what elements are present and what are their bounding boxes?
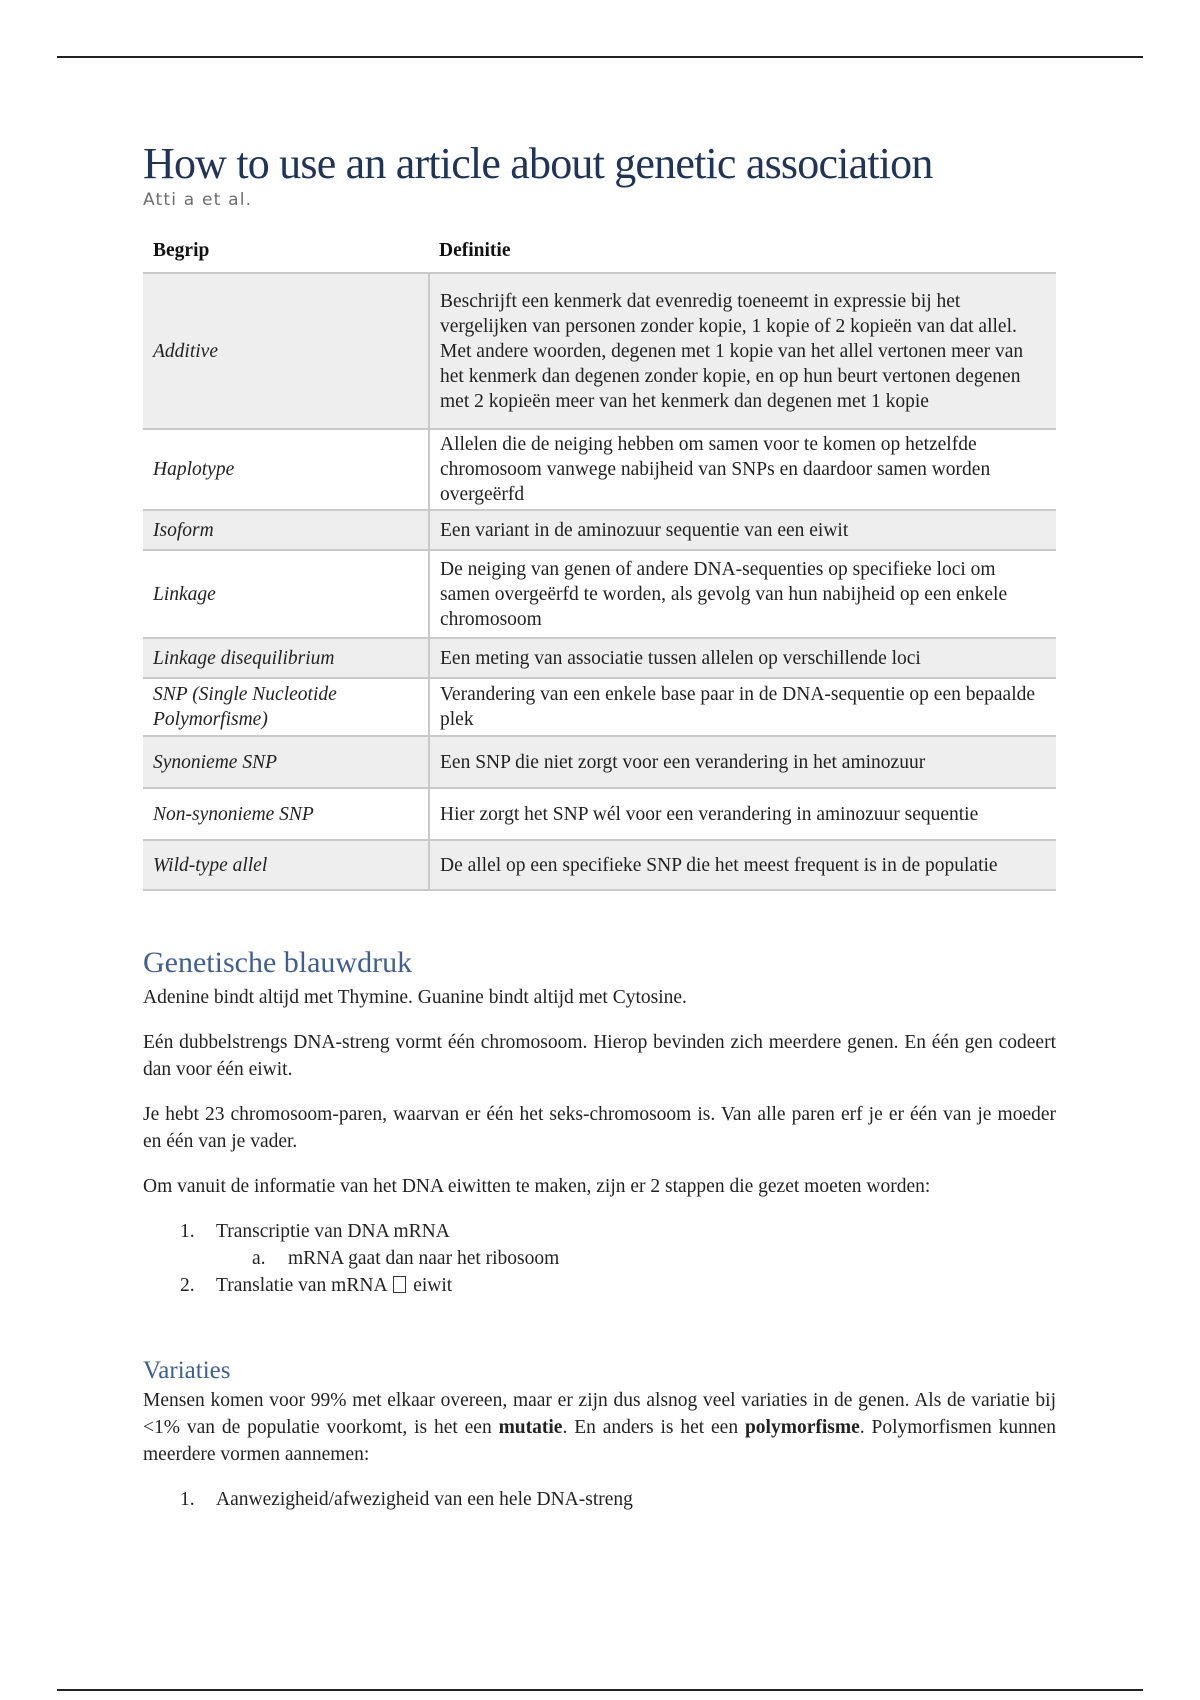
protein-synthesis-steps [143,1218,1056,1299]
list-item [143,1218,1056,1245]
paragraph [143,1387,1056,1468]
list-item-text: Aanwezigheid/afwezigheid van een hele DNA-streng [216,1489,633,1511]
document-authors: Atti a et al. [143,190,253,211]
table-row [143,678,1056,736]
term-cell: Additive [143,273,429,429]
table-row [143,429,1056,510]
document-title: How to use an article about genetic association [143,139,933,188]
page-bottom-rule [57,1689,1143,1691]
paragraph: Om vanuit de informatie van het DNA eiwitten te maken, zijn er 2 stappen die gezet moeten worden: [143,1176,931,1198]
term-cell: Non-synonieme SNP [143,788,429,840]
definition-cell: Allelen die de neiging hebben om samen voor te komen op hetzelfde chromosoom vanwege nabijheid van SNPs en daardoor samen worden overgeërfd [429,429,1056,510]
column-header-definition: Definitie [429,229,1056,273]
definition-cell: Hier zorgt het SNP wél voor een verandering in aminozuur sequentie [429,788,1056,840]
term-polymorphism: polymorfisme [744,1417,860,1439]
term-cell: Linkage [143,550,429,638]
polymorphism-forms-list [143,1486,1056,1513]
section-heading-variations: Variaties [143,1357,231,1385]
list-number: 1. [180,1489,195,1511]
section-heading-blueprint: Genetische blauwdruk [143,946,413,980]
paragraph: Je hebt 23 chromosoom-paren, waarvan er één het seks-chromosoom is. Van alle paren erf je er één van je moeder en één van je vader. [143,1104,1056,1153]
list-item-text-before: Translatie van mRNA [216,1275,387,1297]
list-item [143,1245,1056,1272]
paragraph: Eén dubbelstrengs DNA-streng vormt één chromosoom. Hierop bevinden zich meerdere genen. En één gen codeert dan voor één eiwit. [143,1032,1056,1081]
table-row [143,840,1056,890]
paragraph: Adenine bindt altijd met Thymine. Guanine bindt altijd met Cytosine. [143,987,687,1009]
term-cell: Isoform [143,510,429,550]
list-number: 1. [180,1221,195,1243]
list-number: 2. [180,1275,195,1297]
text-run: Mensen komen voor 99% met elkaar overeen, maar er zijn dus alsnog veel variaties in de genen. Als de variatie bij <1% van de populatie voorkomt, is het een [143,1390,1056,1439]
list-number: a. [252,1248,266,1270]
table-row [143,638,1056,678]
list-item [143,1486,1056,1513]
term-cell: Haplotype [143,429,429,510]
definition-cell: De allel op een specifieke SNP die het meest frequent is in de populatie [429,840,1056,890]
table-row [143,788,1056,840]
text-run: . Polymorfismen kunnen meerdere vormen aannemen: [143,1417,1056,1466]
definition-cell: De neiging van genen of andere DNA-sequenties op specifieke loci om samen overgeërfd te worden, als gevolg van hun nabijheid op een enkele chromosoom [429,550,1056,638]
term-cell: SNP (Single Nucleotide Polymorfisme) [143,678,429,736]
table-header-row [143,229,1056,273]
list-item-text: mRNA gaat dan naar het ribosoom [288,1248,560,1270]
text-run: . En anders is het een [562,1417,745,1439]
definition-cell: Een variant in de aminozuur sequentie van een eiwit [429,510,1056,550]
term-cell: Wild-type allel [143,840,429,890]
column-header-term: Begrip [143,229,429,273]
table-row [143,550,1056,638]
definition-cell: Beschrijft een kenmerk dat evenredig toeneemt in expressie bij het vergelijken van personen zonder kopie, 1 kopie of 2 kopieën van dat allel. Met andere woorden, degenen met 1 kopie van het allel vertonen meer van het kenmerk dan degenen zonder kopie, en op hun beurt vertonen degenen met 2 kopieën meer van het kenmerk dan degenen met 1 kopie [429,273,1056,429]
list-item-text-after: eiwit [413,1275,453,1297]
definition-cell: Een SNP die niet zorgt voor een verandering in het aminozuur [429,736,1056,788]
table-row [143,736,1056,788]
list-item-text: Transcriptie van DNA mRNA [216,1221,450,1243]
definition-cell: Verandering van een enkele base paar in de DNA-sequentie op een bepaalde plek [429,678,1056,736]
table-row [143,510,1056,550]
term-mutation: mutatie [498,1417,563,1439]
document-body [143,140,1056,1513]
table-row [143,273,1056,429]
definition-cell: Een meting van associatie tussen allelen op verschillende loci [429,638,1056,678]
term-cell: Synonieme SNP [143,736,429,788]
glossary-table [143,229,1056,891]
list-item [143,1272,1056,1299]
missing-glyph-box-icon [393,1276,406,1293]
page-top-rule [57,56,1143,58]
term-cell: Linkage disequilibrium [143,638,429,678]
